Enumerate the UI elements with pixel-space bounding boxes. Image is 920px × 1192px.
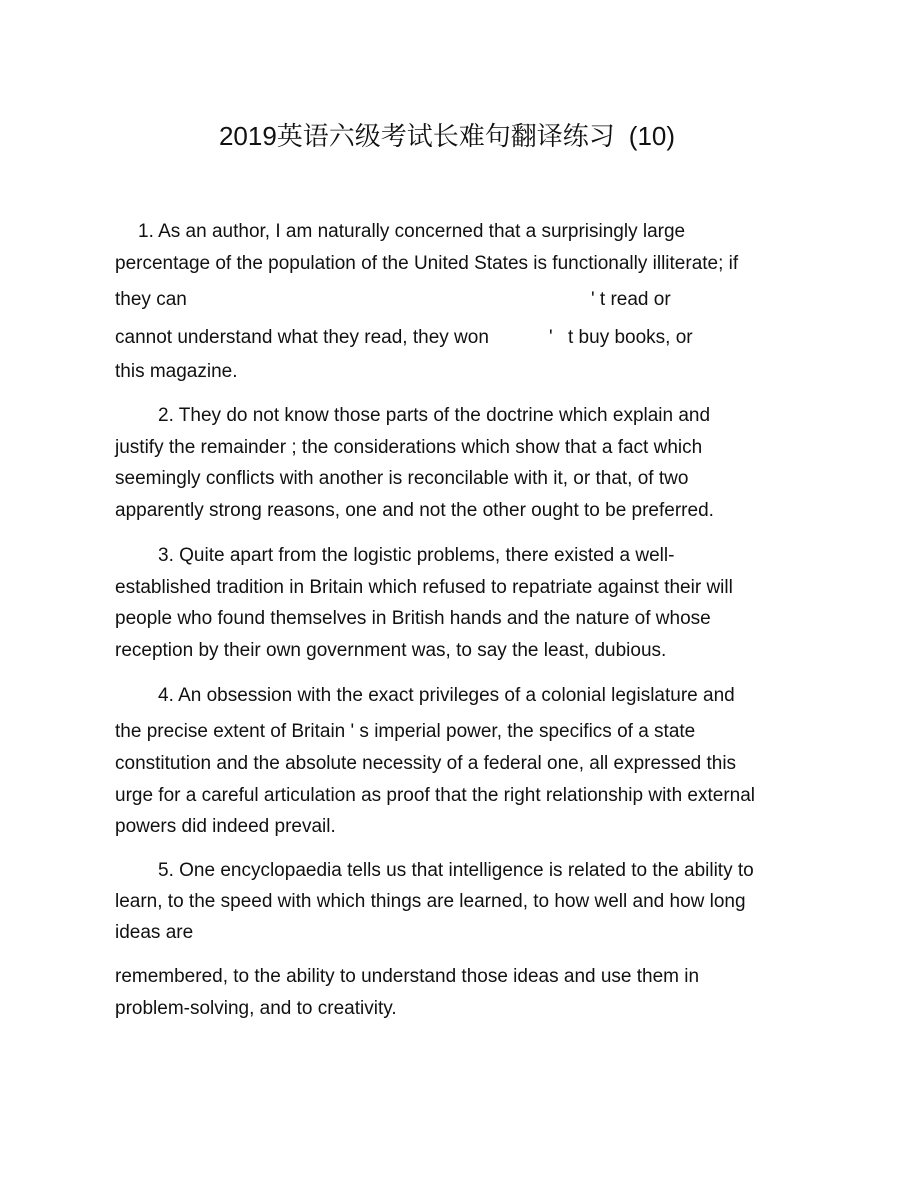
item-number: 3. (158, 545, 174, 566)
item-4-line-4: urge for a careful articulation as proof that the right relationship with external (115, 785, 756, 806)
item-2-line-3: seemingly conflicts with another is reconcilable with it, or that, of two (115, 468, 689, 489)
item-text: One encyclopaedia tells us that intelligence is related to the ability to (179, 860, 754, 881)
item-text: As an author, I am naturally concerned that a surprisingly large (158, 221, 686, 242)
item-4-line-5: powers did indeed prevail. (115, 816, 336, 837)
item-5-line-4: remembered, to the ability to understand those ideas and use them in (115, 966, 700, 987)
item-1-line-3-tail: ' t read or (591, 289, 671, 310)
title-year: 2019 (218, 121, 277, 151)
item-1-line-5: this magazine. (115, 361, 238, 382)
title-chinese: 英语六级考试长难句翻译练习 (276, 121, 615, 151)
item-1-line-1 (138, 220, 685, 244)
item-5-line-2: learn, to the speed with which things are learned, to how well and how long (115, 891, 746, 912)
item-text: Quite apart from the logistic problems, there existed a well- (179, 545, 675, 566)
item-2-line-4: apparently strong reasons, one and not the other ought to be preferred. (115, 500, 714, 521)
item-4-line-2: the precise extent of Britain ' s imperial power, the specifics of a state (115, 721, 696, 742)
title-number: (10) (628, 121, 676, 151)
item-number: 5. (158, 860, 174, 881)
item-1-line-4-tail: t buy books, or (568, 327, 693, 348)
item-number: 4. (158, 685, 174, 706)
item-3-line-2: established tradition in Britain which refused to repatriate against their will (115, 577, 733, 598)
item-5-line-1 (158, 859, 754, 883)
item-2-line-1 (158, 404, 710, 428)
item-3-line-3: people who found themselves in British hands and the nature of whose (115, 608, 711, 629)
item-text: An obsession with the exact privileges of a colonial legislature and (178, 685, 735, 706)
item-text: They do not know those parts of the doctrine which explain and (178, 405, 711, 426)
item-3-line-1 (158, 544, 674, 568)
item-1-line-2: percentage of the population of the United States is functionally illiterate; if (115, 253, 739, 274)
item-1-apostrophe: ' (549, 327, 553, 348)
item-5-line-3: ideas are (115, 922, 194, 943)
page-title (0, 116, 894, 156)
item-1-line-3: they can (115, 289, 187, 310)
item-4-line-1 (158, 684, 735, 708)
item-number: 2. (158, 405, 174, 426)
item-4-line-3: constitution and the absolute necessity of a federal one, all expressed this (115, 753, 737, 774)
item-1-line-4: cannot understand what they read, they won (115, 327, 489, 348)
item-2-line-2: justify the remainder ; the considerations which show that a fact which (115, 437, 703, 458)
item-number: 1. (138, 221, 154, 242)
item-5-line-5: problem-solving, and to creativity. (115, 998, 397, 1019)
item-3-line-4: reception by their own government was, to say the least, dubious. (115, 640, 667, 661)
